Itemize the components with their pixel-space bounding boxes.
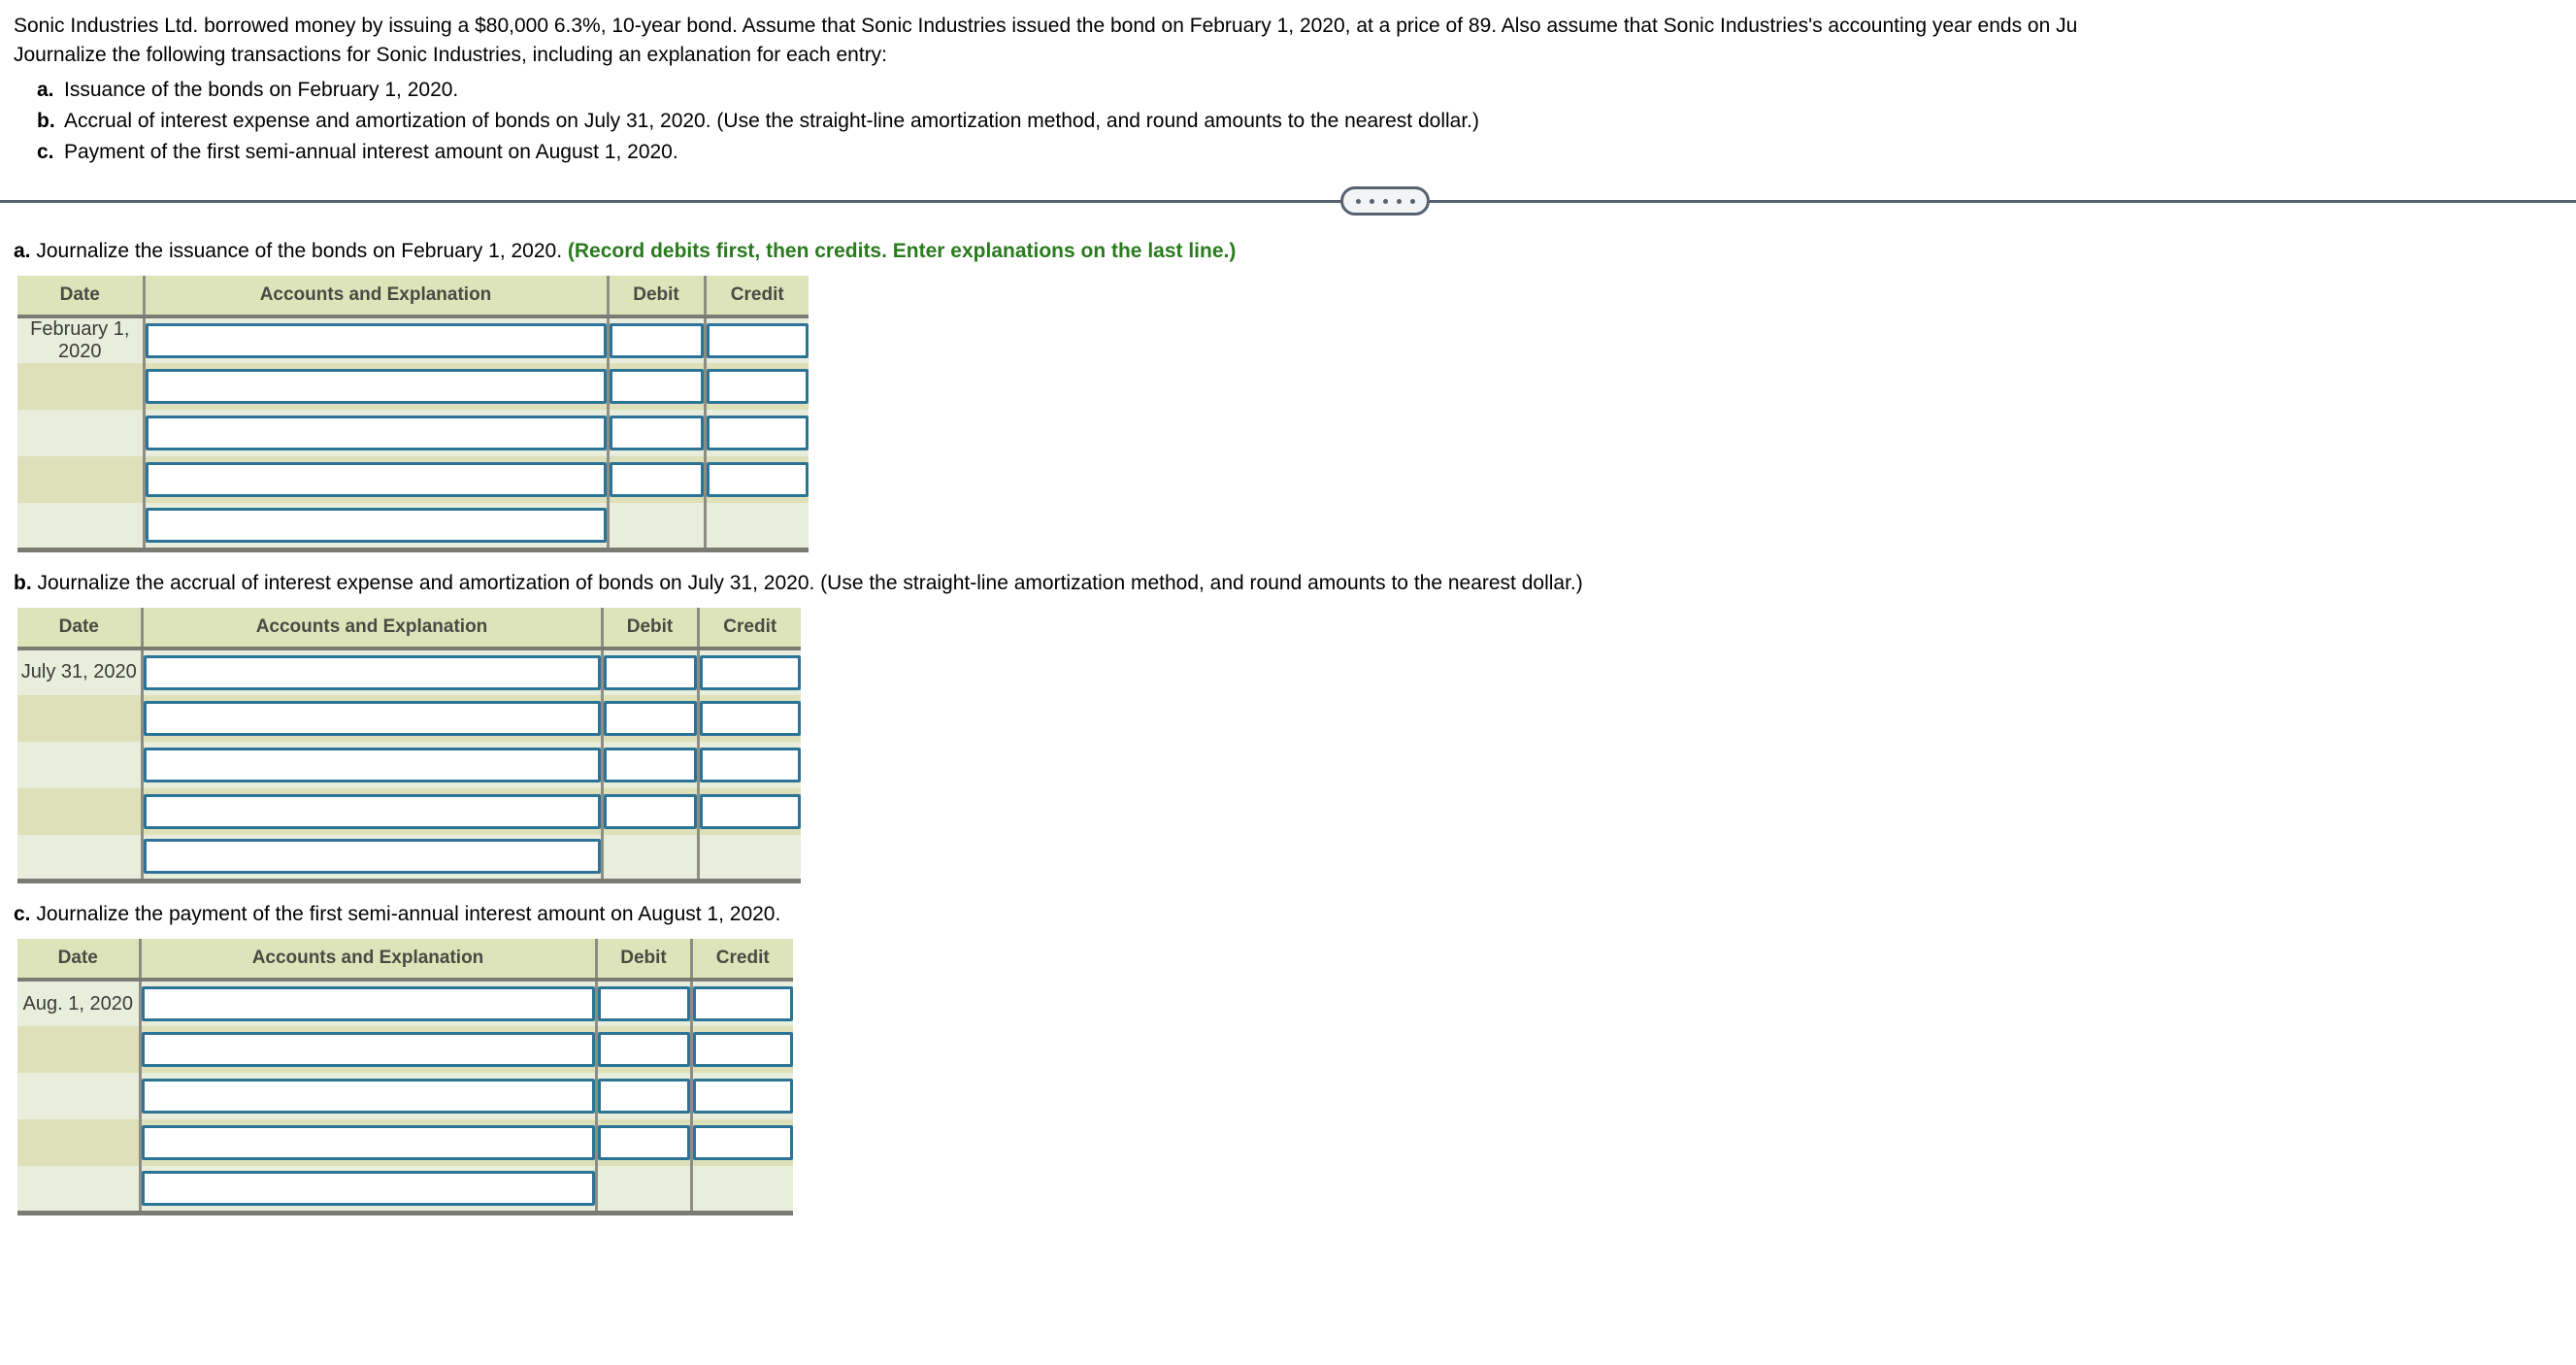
debit-input[interactable]	[604, 655, 697, 690]
column-header-credit: Credit	[705, 276, 809, 316]
explanation-input[interactable]	[144, 839, 601, 874]
debit-input[interactable]	[610, 416, 704, 450]
table-row	[17, 456, 809, 503]
table-a-header-row	[17, 276, 809, 316]
handle-dot	[1383, 199, 1388, 204]
problem-item-b	[14, 106, 2576, 137]
ellipsis-handle-icon[interactable]	[1340, 186, 1430, 216]
credit-cell	[691, 1026, 793, 1073]
debit-cell	[602, 788, 698, 835]
problem-item-c	[14, 137, 2576, 168]
column-header-accounts: Accounts and Explanation	[140, 939, 596, 980]
section-c-prompt: Journalize the payment of the first semi-annual interest amount on August 1, 2020.	[36, 903, 781, 925]
table-row	[17, 649, 801, 695]
table-row	[17, 980, 793, 1026]
column-header-date: Date	[17, 276, 144, 316]
debit-cell	[608, 456, 705, 503]
problem-item-c-marker: c.	[37, 141, 54, 163]
credit-input[interactable]	[707, 416, 809, 450]
divider-rule	[0, 200, 2576, 203]
accounts-cell	[144, 410, 608, 456]
date-cell	[17, 788, 142, 835]
problem-statement	[0, 0, 2576, 168]
explanation-input[interactable]	[142, 1171, 595, 1206]
credit-cell	[698, 742, 801, 788]
column-header-date: Date	[17, 608, 142, 649]
debit-input[interactable]	[598, 1125, 690, 1160]
date-cell	[17, 410, 144, 456]
debit-input[interactable]	[598, 1079, 690, 1114]
table-row-explanation	[17, 1166, 793, 1213]
problem-item-b-text: Accrual of interest expense and amortization of bonds on July 31, 2020. (Use the straight-line amortization method, and round amounts to the nearest dollar.)	[64, 110, 1480, 132]
debit-input[interactable]	[604, 701, 697, 736]
explanation-cell	[144, 503, 608, 549]
credit-input[interactable]	[693, 986, 794, 1021]
accounts-input[interactable]	[146, 369, 607, 404]
problem-instruction: Journalize the following transactions for Sonic Industries, including an explanation for each entry:	[14, 44, 888, 66]
table-row	[17, 1026, 793, 1073]
section-a-heading	[0, 238, 2576, 265]
accounts-input[interactable]	[146, 462, 607, 497]
table-c-header-row	[17, 939, 793, 980]
date-cell	[17, 363, 144, 410]
journal-table-b	[17, 608, 801, 884]
table-row	[17, 1073, 793, 1119]
accounts-input[interactable]	[142, 986, 595, 1021]
debit-cell	[602, 695, 698, 742]
accounts-cell	[140, 1119, 596, 1166]
debit-cell	[596, 1119, 691, 1166]
accounts-cell	[142, 695, 602, 742]
debit-input[interactable]	[610, 369, 704, 404]
credit-cell-empty	[705, 503, 809, 549]
handle-dot	[1410, 199, 1415, 204]
explanation-cell	[142, 835, 602, 882]
table-row	[17, 742, 801, 788]
credit-input[interactable]	[700, 794, 802, 829]
date-cell	[17, 742, 142, 788]
date-cell	[17, 1119, 140, 1166]
section-b-letter: b.	[14, 571, 38, 594]
problem-item-a	[14, 75, 2576, 106]
table-row	[17, 316, 809, 363]
accounts-input[interactable]	[142, 1125, 595, 1160]
table-row	[17, 788, 801, 835]
column-header-debit: Debit	[602, 608, 698, 649]
column-header-accounts: Accounts and Explanation	[144, 276, 608, 316]
column-header-credit: Credit	[698, 608, 801, 649]
problem-item-list	[14, 75, 2576, 168]
credit-cell	[698, 695, 801, 742]
credit-input[interactable]	[700, 655, 802, 690]
accounts-cell	[140, 1026, 596, 1073]
accounts-cell	[144, 456, 608, 503]
credit-cell	[705, 363, 809, 410]
section-a-prompt: Journalize the issuance of the bonds on February 1, 2020.	[36, 240, 563, 262]
accounts-cell	[142, 788, 602, 835]
explanation-cell	[140, 1166, 596, 1213]
debit-cell-empty	[608, 503, 705, 549]
accounts-input[interactable]	[144, 655, 601, 690]
debit-cell	[608, 363, 705, 410]
credit-cell	[691, 980, 793, 1026]
column-header-debit: Debit	[608, 276, 705, 316]
debit-cell	[596, 1026, 691, 1073]
problem-paragraph: Sonic Industries Ltd. borrowed money by issuing a $80,000 6.3%, 10-year bond. Assume that Sonic Industries issued the bond on February 1, 2020, at a price of 89. Also assume that Sonic Industries's accounting year ends on Ju	[14, 15, 2078, 37]
date-cell: Aug. 1, 2020	[17, 980, 140, 1026]
credit-cell	[705, 316, 809, 363]
accounts-input[interactable]	[142, 1079, 595, 1114]
accounts-input[interactable]	[144, 701, 601, 736]
handle-dot	[1370, 199, 1374, 204]
table-row-explanation	[17, 835, 801, 882]
accounts-input[interactable]	[144, 748, 601, 782]
credit-cell	[705, 410, 809, 456]
credit-input[interactable]	[693, 1125, 794, 1160]
debit-input[interactable]	[598, 986, 690, 1021]
accounts-cell	[140, 980, 596, 1026]
table-row	[17, 410, 809, 456]
debit-input[interactable]	[610, 323, 704, 358]
explanation-input[interactable]	[146, 508, 607, 543]
debit-input[interactable]	[604, 794, 697, 829]
handle-dot	[1397, 199, 1402, 204]
credit-input[interactable]	[693, 1079, 794, 1114]
section-a-letter: a.	[14, 240, 37, 262]
credit-cell	[691, 1119, 793, 1166]
debit-cell-empty	[602, 835, 698, 882]
accounts-cell	[142, 742, 602, 788]
journal-table-a	[17, 276, 809, 552]
credit-input[interactable]	[693, 1032, 794, 1067]
section-c-letter: c.	[14, 903, 37, 925]
accounts-input[interactable]	[146, 416, 607, 450]
handle-dot	[1356, 199, 1361, 204]
column-header-date: Date	[17, 939, 140, 980]
credit-input[interactable]	[707, 369, 809, 404]
date-cell: July 31, 2020	[17, 649, 142, 695]
table-row-explanation	[17, 503, 809, 549]
accounts-input[interactable]	[144, 794, 601, 829]
date-cell	[17, 503, 144, 549]
column-header-accounts: Accounts and Explanation	[142, 608, 602, 649]
debit-cell	[608, 316, 705, 363]
section-b-heading	[0, 570, 2576, 597]
accounts-cell	[144, 363, 608, 410]
date-cell: February 1, 2020	[17, 316, 144, 363]
credit-input[interactable]	[700, 748, 802, 782]
date-cell	[17, 456, 144, 503]
accounts-input[interactable]	[142, 1032, 595, 1067]
credit-input[interactable]	[707, 323, 809, 358]
credit-cell-empty	[698, 835, 801, 882]
problem-item-c-text: Payment of the first semi-annual interest amount on August 1, 2020.	[64, 141, 678, 163]
column-header-debit: Debit	[596, 939, 691, 980]
problem-item-a-marker: a.	[37, 79, 54, 101]
debit-cell	[608, 410, 705, 456]
debit-cell	[602, 649, 698, 695]
section-b-prompt: Journalize the accrual of interest expense and amortization of bonds on July 31, 2020. (Use the straight-line amortization method, and round amounts to the nearest dollar.)	[37, 571, 1583, 594]
debit-input[interactable]	[610, 462, 704, 497]
accounts-cell	[144, 316, 608, 363]
accounts-cell	[142, 649, 602, 695]
table-row	[17, 363, 809, 410]
credit-cell	[698, 649, 801, 695]
date-cell	[17, 1073, 140, 1119]
credit-input[interactable]	[707, 462, 809, 497]
table-row	[17, 1119, 793, 1166]
table-b-header-row	[17, 608, 801, 649]
section-c-heading	[0, 901, 2576, 928]
table-row	[17, 695, 801, 742]
panel-divider	[0, 182, 2576, 220]
debit-cell	[596, 980, 691, 1026]
problem-item-a-text: Issuance of the bonds on February 1, 2020.	[64, 79, 459, 101]
accounts-cell	[140, 1073, 596, 1119]
credit-cell	[698, 788, 801, 835]
debit-cell	[596, 1073, 691, 1119]
debit-input[interactable]	[604, 748, 697, 782]
section-a-hint: (Record debits first, then credits. Enter explanations on the last line.)	[567, 240, 1237, 262]
date-cell	[17, 1026, 140, 1073]
debit-cell-empty	[596, 1166, 691, 1213]
debit-cell	[602, 742, 698, 788]
date-cell	[17, 1166, 140, 1213]
credit-cell-empty	[691, 1166, 793, 1213]
credit-input[interactable]	[700, 701, 802, 736]
accounts-input[interactable]	[146, 323, 607, 358]
column-header-credit: Credit	[691, 939, 793, 980]
credit-cell	[705, 456, 809, 503]
credit-cell	[691, 1073, 793, 1119]
journal-table-c	[17, 939, 793, 1215]
problem-item-b-marker: b.	[37, 110, 55, 132]
date-cell	[17, 835, 142, 882]
date-cell	[17, 695, 142, 742]
debit-input[interactable]	[598, 1032, 690, 1067]
